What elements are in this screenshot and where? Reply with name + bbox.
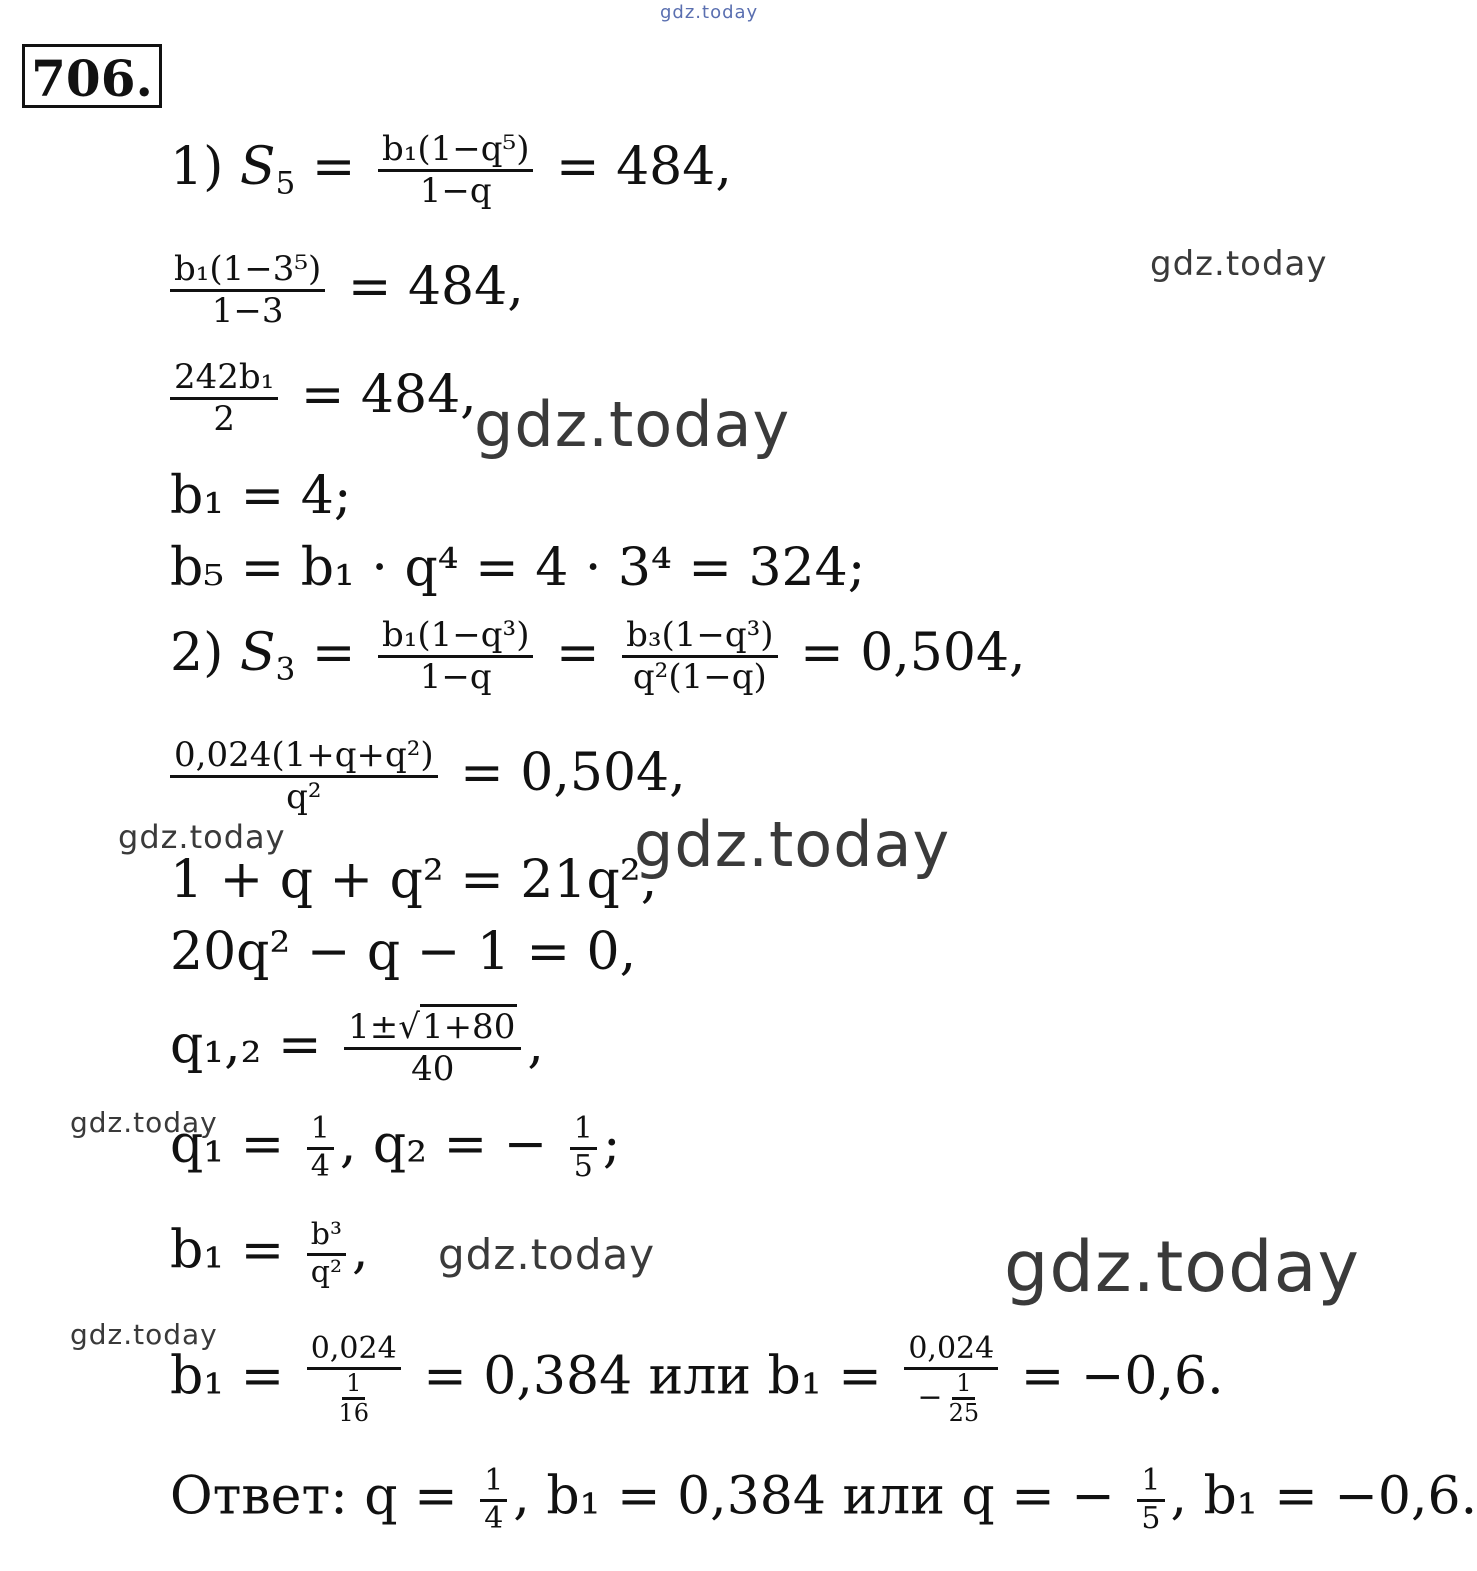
equation-line-1: 1) $S_5$ = $\frac{\text{b₁(1−q⁵)}}{1-q}$ = 484, — [170, 129, 732, 212]
nested-fraction: $\frac{1}{16}$ — [338, 1368, 369, 1428]
watermark: gdz.today — [70, 1106, 218, 1139]
fraction: $\frac{1}{5}$ — [1137, 1464, 1164, 1536]
watermark: gdz.today — [118, 818, 286, 856]
watermark: gdz.today — [1004, 1226, 1360, 1308]
fraction — [170, 358, 278, 439]
fraction-numerator: b₃(1−q³) — [622, 616, 777, 658]
watermark: gdz.today — [70, 1318, 218, 1351]
fraction: $\frac{0,024}{\frac{1}{16}}$ — [307, 1332, 401, 1428]
problem-number: 706. — [22, 44, 162, 108]
watermark: gdz.today — [634, 808, 951, 881]
equation-line-7 — [170, 736, 686, 817]
equation-rhs: = 0,504, — [460, 743, 686, 804]
fraction: $\frac{\text{b³}}{\text{q²}}$ — [307, 1218, 346, 1290]
fraction-numerator: 242b₁ — [170, 358, 278, 400]
equation-lhs: b₁ = — [170, 1220, 285, 1281]
fraction-denominator: 40 — [411, 1049, 455, 1090]
fraction-denominator: 1−q — [419, 171, 492, 212]
fraction-numerator: b₁(1−q⁵) — [378, 130, 533, 172]
fraction: $\frac{1}{5}$ — [570, 1112, 597, 1184]
fraction-denominator: 1−3 — [211, 291, 284, 332]
fraction: $\frac{1}{4}$ — [480, 1464, 507, 1536]
watermark-top: gdz.today — [660, 2, 759, 23]
sum-index: 3 — [275, 651, 296, 688]
fraction-numerator: 1±√1+80 — [344, 1008, 521, 1050]
answer-tail: , b₁ = −0,6. — [1170, 1466, 1477, 1527]
fraction — [344, 1008, 521, 1089]
equation-line-9: 20q² − q − 1 = 0, — [170, 922, 637, 982]
fraction-denominator: 2 — [213, 399, 235, 440]
equation-line-4: b₁ = 4; — [170, 466, 352, 526]
answer-label: Ответ: — [170, 1466, 365, 1527]
equation-line-2 — [170, 250, 524, 331]
sum-symbol: S — [239, 623, 276, 684]
item-prefix: 2) — [170, 623, 240, 684]
equation-lhs: q₁,₂ = — [170, 1015, 322, 1076]
answer-line: Ответ: q = $\frac{1}{4}$ , b₁ = 0,384 или q = − $\frac{1}{5}$ , b₁ = −0,6. — [170, 1463, 1477, 1536]
equation-rhs: = 484, — [556, 137, 732, 198]
fraction — [622, 616, 777, 697]
fraction — [378, 130, 533, 211]
fraction-denominator: q² — [286, 777, 322, 818]
equation-lhs: q₁ = — [170, 1114, 285, 1175]
equation-rhs: = 484, — [347, 257, 524, 318]
equation-line-5: b₅ = b₁ · q⁴ = 4 · 3⁴ = 324; — [170, 538, 866, 598]
sum-index: 5 — [275, 165, 296, 202]
equation-line-8: 1 + q + q² = 21q², — [170, 850, 658, 910]
fraction — [170, 736, 438, 817]
equation-mid: = 0,384 или b₁ = — [423, 1346, 882, 1407]
watermark: gdz.today — [474, 388, 791, 461]
equation-rhs: = 0,504, — [800, 623, 1026, 684]
fraction: 0,024 − $\frac{1}{25}$ — [904, 1332, 998, 1428]
fraction-numerator: 0,024(1+q+q²) — [170, 736, 438, 778]
equation-line-10: q₁,₂ = $\frac{1\pm√1+80}{40}$ , — [170, 1008, 544, 1089]
watermark: gdz.today — [1150, 244, 1328, 284]
item-prefix: 1) — [170, 137, 240, 198]
equation-line-13 — [170, 1332, 1224, 1428]
fraction-denominator: 1−q — [419, 657, 492, 698]
equation-mid: , q₂ = − — [339, 1114, 548, 1175]
equation-line-11: q₁ = $\frac{1}{4}$ , q₂ = − $\frac{1}{5}$ ; — [170, 1111, 621, 1184]
equation-line-3 — [170, 358, 477, 439]
equation-line-6: 2) $S_3$ = $\frac{\text{b₁(1−q³)}}{1-q}$ = $\frac{\text{b₃(1−q³)}}{\text{q²(1−q)}}$ = 0,504, — [170, 615, 1026, 698]
fraction — [378, 616, 533, 697]
answer-mid: , b₁ = 0,384 или q = − — [513, 1466, 1115, 1527]
equation-lhs: b₁ = — [170, 1346, 285, 1407]
equation-rhs: = −0,6. — [1020, 1346, 1224, 1407]
equation-rhs: = 484, — [300, 365, 477, 426]
sqrt-radicand: 1+80 — [420, 1004, 517, 1047]
equation-line-12: b₁ = $\frac{\text{b³}}{\text{q²}}$ , — [170, 1217, 369, 1290]
fraction: $\frac{1}{4}$ — [307, 1112, 334, 1184]
fraction-numerator: b₁(1−q³) — [378, 616, 533, 658]
fraction-denominator: q²(1−q) — [632, 657, 767, 698]
fraction-numerator: b₁(1−3⁵) — [170, 250, 325, 292]
nested-fraction: $\frac{1}{25}$ — [948, 1368, 980, 1428]
watermark: gdz.today — [438, 1230, 656, 1279]
sum-symbol: S — [239, 137, 276, 198]
fraction — [170, 250, 325, 331]
